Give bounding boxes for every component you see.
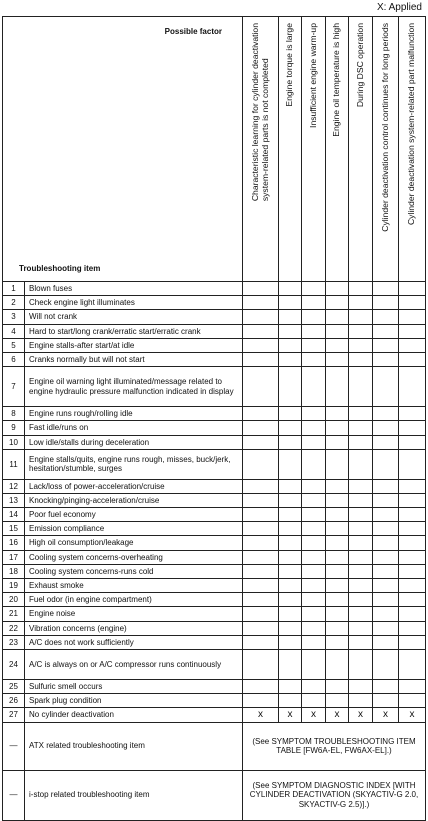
factor-cell xyxy=(326,493,349,507)
factor-cell xyxy=(349,324,373,338)
factor-cell xyxy=(326,679,349,693)
factor-cell xyxy=(399,694,426,708)
factor-cell xyxy=(326,407,349,421)
row-number: 5 xyxy=(3,338,25,352)
factor-cell xyxy=(279,522,302,536)
table-row xyxy=(3,324,426,338)
factor-cell xyxy=(279,621,302,635)
factor-cell xyxy=(279,607,302,621)
table-row xyxy=(3,635,426,649)
factor-cell xyxy=(349,679,373,693)
row-number: 6 xyxy=(3,352,25,366)
table-row xyxy=(3,449,426,479)
factor-cell xyxy=(279,352,302,366)
factor-cell xyxy=(302,435,326,449)
troubleshooting-item: Fuel odor (in engine compartment) xyxy=(25,593,243,607)
factor-cell xyxy=(349,579,373,593)
troubleshooting-item: Engine oil warning light illuminated/message related to engine hydraulic pressure malfunction indicated in display xyxy=(25,367,243,407)
factor-cell xyxy=(243,493,279,507)
troubleshooting-item: Low idle/stalls during deceleration xyxy=(25,435,243,449)
troubleshooting-item: Will not crank xyxy=(25,310,243,324)
factor-cell xyxy=(326,621,349,635)
factor-cell xyxy=(399,449,426,479)
table-row xyxy=(3,708,426,722)
factor-cell xyxy=(349,508,373,522)
factor-cell xyxy=(279,479,302,493)
factor-cell xyxy=(243,550,279,564)
factor-cell xyxy=(302,536,326,550)
factor-cell xyxy=(326,635,349,649)
applied-mark: x xyxy=(349,708,373,722)
header-row xyxy=(3,17,426,282)
factor-cell xyxy=(302,421,326,435)
factor-cell xyxy=(279,421,302,435)
troubleshooting-item: Check engine light illuminates xyxy=(25,296,243,310)
factor-cell xyxy=(279,550,302,564)
factor-cell xyxy=(399,407,426,421)
troubleshooting-item: Engine noise xyxy=(25,607,243,621)
factor-cell xyxy=(302,296,326,310)
troubleshooting-table xyxy=(2,16,426,821)
factor-cell xyxy=(243,607,279,621)
factor-cell xyxy=(373,324,399,338)
factor-cell xyxy=(349,282,373,296)
troubleshooting-item: Sulfuric smell occurs xyxy=(25,679,243,693)
factor-cell xyxy=(349,649,373,679)
factor-cell xyxy=(399,324,426,338)
factor-cell xyxy=(243,564,279,578)
factor-cell xyxy=(326,522,349,536)
factor-cell xyxy=(326,449,349,479)
factor-cell xyxy=(373,536,399,550)
factor-cell xyxy=(279,435,302,449)
factor-cell xyxy=(399,593,426,607)
factor-cell xyxy=(243,367,279,407)
factor-cell xyxy=(243,522,279,536)
factor-cell xyxy=(302,407,326,421)
factor-cell xyxy=(326,649,349,679)
table-row xyxy=(3,352,426,366)
factor-cell xyxy=(349,367,373,407)
troubleshooting-item-label: Troubleshooting item xyxy=(19,263,101,273)
row-number: 26 xyxy=(3,694,25,708)
factor-cell xyxy=(302,635,326,649)
factor-cell xyxy=(243,508,279,522)
row-number: 3 xyxy=(3,310,25,324)
factor-cell xyxy=(373,564,399,578)
troubleshooting-item: Exhaust smoke xyxy=(25,579,243,593)
factor-cell xyxy=(243,296,279,310)
troubleshooting-item: Engine runs rough/rolling idle xyxy=(25,407,243,421)
factor-cell xyxy=(349,479,373,493)
factor-cell xyxy=(373,479,399,493)
factor-cell xyxy=(349,593,373,607)
factor-header xyxy=(243,17,279,282)
reference-note: (See SYMPTOM TROUBLESHOOTING ITEM TABLE [FW6A-EL, FW6AX-EL].) xyxy=(243,722,426,770)
factor-cell xyxy=(243,338,279,352)
factor-cell xyxy=(399,579,426,593)
row-number: 2 xyxy=(3,296,25,310)
factor-cell xyxy=(243,352,279,366)
factor-cell xyxy=(349,564,373,578)
applied-mark: x xyxy=(373,708,399,722)
troubleshooting-item: ATX related troubleshooting item xyxy=(25,722,243,770)
factor-cell xyxy=(326,421,349,435)
troubleshooting-item: Knocking/pinging-acceleration/cruise xyxy=(25,493,243,507)
factor-cell xyxy=(399,352,426,366)
row-number: 18 xyxy=(3,564,25,578)
factor-cell xyxy=(373,694,399,708)
row-number: 13 xyxy=(3,493,25,507)
table-row xyxy=(3,649,426,679)
table-row xyxy=(3,296,426,310)
factor-cell xyxy=(399,649,426,679)
factor-cell xyxy=(373,296,399,310)
factor-cell xyxy=(279,649,302,679)
factor-cell xyxy=(326,564,349,578)
factor-cell xyxy=(326,352,349,366)
factor-cell xyxy=(349,338,373,352)
factor-cell xyxy=(373,635,399,649)
factor-label: Cylinder deactivation system-related part malfunction xyxy=(406,23,417,226)
table-row xyxy=(3,522,426,536)
table-row xyxy=(3,564,426,578)
factor-cell xyxy=(326,550,349,564)
factor-cell xyxy=(373,367,399,407)
table-row xyxy=(3,508,426,522)
factor-cell xyxy=(279,536,302,550)
factor-header xyxy=(302,17,326,282)
table-row xyxy=(3,407,426,421)
factor-cell xyxy=(399,621,426,635)
factor-cell xyxy=(399,310,426,324)
factor-cell xyxy=(326,324,349,338)
factor-cell xyxy=(349,421,373,435)
row-number: 1 xyxy=(3,282,25,296)
factor-cell xyxy=(326,536,349,550)
factor-cell xyxy=(243,421,279,435)
factor-cell xyxy=(373,407,399,421)
applied-mark: x xyxy=(326,708,349,722)
troubleshooting-item: i-stop related troubleshooting item xyxy=(25,770,243,820)
factor-cell xyxy=(373,649,399,679)
factor-cell xyxy=(349,536,373,550)
table-row xyxy=(3,310,426,324)
factor-cell xyxy=(302,324,326,338)
factor-cell xyxy=(349,449,373,479)
factor-cell xyxy=(349,352,373,366)
factor-cell xyxy=(302,352,326,366)
factor-cell xyxy=(302,282,326,296)
factor-cell xyxy=(243,694,279,708)
factor-cell xyxy=(243,282,279,296)
factor-cell xyxy=(279,338,302,352)
factor-cell xyxy=(399,679,426,693)
factor-cell xyxy=(373,435,399,449)
factor-cell xyxy=(399,338,426,352)
troubleshooting-item: Blown fuses xyxy=(25,282,243,296)
row-number: 20 xyxy=(3,593,25,607)
row-number: 19 xyxy=(3,579,25,593)
row-number: 22 xyxy=(3,621,25,635)
factor-cell xyxy=(399,607,426,621)
row-number: 7 xyxy=(3,367,25,407)
factor-cell xyxy=(399,493,426,507)
troubleshooting-item: No cylinder deactivation xyxy=(25,708,243,722)
factor-label: Engine oil temperature is high xyxy=(331,23,342,137)
factor-cell xyxy=(326,310,349,324)
row-number: 8 xyxy=(3,407,25,421)
factor-cell xyxy=(373,310,399,324)
factor-cell xyxy=(399,550,426,564)
factor-cell xyxy=(326,579,349,593)
row-number: 12 xyxy=(3,479,25,493)
factor-cell xyxy=(399,296,426,310)
factor-cell xyxy=(279,282,302,296)
factor-cell xyxy=(349,310,373,324)
table-row xyxy=(3,694,426,708)
troubleshooting-item: Poor fuel economy xyxy=(25,508,243,522)
factor-cell xyxy=(302,607,326,621)
factor-cell xyxy=(326,479,349,493)
row-number: — xyxy=(3,770,25,820)
factor-cell xyxy=(399,367,426,407)
row-number: 17 xyxy=(3,550,25,564)
row-number: 4 xyxy=(3,324,25,338)
factor-cell xyxy=(373,522,399,536)
row-number: 16 xyxy=(3,536,25,550)
factor-cell xyxy=(373,449,399,479)
factor-cell xyxy=(279,564,302,578)
troubleshooting-item: Fast idle/runs on xyxy=(25,421,243,435)
footer-row xyxy=(3,770,426,820)
troubleshooting-item: Cooling system concerns-runs cold xyxy=(25,564,243,578)
factor-label: Cylinder deactivation control continues for long periods xyxy=(379,23,390,232)
applied-mark: x xyxy=(243,708,279,722)
factor-cell xyxy=(243,593,279,607)
row-number: 10 xyxy=(3,435,25,449)
factor-cell xyxy=(373,621,399,635)
troubleshooting-item: A/C is always on or A/C compressor runs continuously xyxy=(25,649,243,679)
factor-cell xyxy=(302,564,326,578)
factor-header xyxy=(349,17,373,282)
applied-mark: x xyxy=(302,708,326,722)
factor-cell xyxy=(326,338,349,352)
factor-cell xyxy=(349,550,373,564)
troubleshooting-item: Engine stalls/quits, engine runs rough, misses, buck/jerk, hesitation/stumble, surges xyxy=(25,449,243,479)
factor-cell xyxy=(243,435,279,449)
factor-cell xyxy=(373,282,399,296)
factor-cell xyxy=(302,508,326,522)
factor-cell xyxy=(399,282,426,296)
factor-cell xyxy=(302,449,326,479)
factor-cell xyxy=(373,593,399,607)
factor-cell xyxy=(279,407,302,421)
factor-cell xyxy=(326,367,349,407)
factor-cell xyxy=(302,522,326,536)
factor-cell xyxy=(279,367,302,407)
factor-cell xyxy=(399,564,426,578)
factor-cell xyxy=(302,310,326,324)
factor-cell xyxy=(349,435,373,449)
factor-label: During DSC operation xyxy=(354,23,365,108)
row-number: 23 xyxy=(3,635,25,649)
troubleshooting-item: Lack/loss of power-acceleration/cruise xyxy=(25,479,243,493)
factor-cell xyxy=(399,508,426,522)
row-number: 11 xyxy=(3,449,25,479)
factor-cell xyxy=(279,579,302,593)
factor-cell xyxy=(302,593,326,607)
factor-cell xyxy=(279,493,302,507)
factor-cell xyxy=(349,621,373,635)
legend-applied: X: Applied xyxy=(376,2,422,13)
factor-cell xyxy=(349,522,373,536)
footer-row xyxy=(3,722,426,770)
factor-cell xyxy=(399,479,426,493)
factor-cell xyxy=(279,679,302,693)
factor-cell xyxy=(373,679,399,693)
table-row xyxy=(3,493,426,507)
factor-cell xyxy=(373,579,399,593)
table-row xyxy=(3,679,426,693)
factor-cell xyxy=(326,282,349,296)
table-row xyxy=(3,550,426,564)
factor-header xyxy=(373,17,399,282)
factor-cell xyxy=(279,593,302,607)
row-number: 9 xyxy=(3,421,25,435)
factor-header xyxy=(326,17,349,282)
troubleshooting-item: Emission compliance xyxy=(25,522,243,536)
factor-cell xyxy=(279,635,302,649)
factor-cell xyxy=(302,649,326,679)
possible-factor-label: Possible factor xyxy=(164,27,222,36)
factor-cell xyxy=(326,296,349,310)
row-number: 14 xyxy=(3,508,25,522)
factor-cell xyxy=(279,508,302,522)
troubleshooting-item: High oil consumption/leakage xyxy=(25,536,243,550)
troubleshooting-item: Engine stalls-after start/at idle xyxy=(25,338,243,352)
factor-cell xyxy=(243,324,279,338)
table-row xyxy=(3,338,426,352)
factor-cell xyxy=(302,367,326,407)
factor-cell xyxy=(349,694,373,708)
row-number: — xyxy=(3,722,25,770)
row-number: 21 xyxy=(3,607,25,621)
factor-cell xyxy=(243,579,279,593)
table-row xyxy=(3,593,426,607)
factor-cell xyxy=(302,479,326,493)
troubleshooting-item: Spark plug condition xyxy=(25,694,243,708)
table-row xyxy=(3,621,426,635)
factor-cell xyxy=(243,310,279,324)
troubleshooting-item: A/C does not work sufficiently xyxy=(25,635,243,649)
table-row xyxy=(3,367,426,407)
factor-cell xyxy=(326,607,349,621)
factor-cell xyxy=(243,635,279,649)
factor-cell xyxy=(399,536,426,550)
factor-cell xyxy=(243,449,279,479)
factor-header xyxy=(399,17,426,282)
factor-cell xyxy=(349,296,373,310)
factor-cell xyxy=(326,694,349,708)
factor-cell xyxy=(279,296,302,310)
table-row xyxy=(3,536,426,550)
factor-cell xyxy=(326,593,349,607)
factor-cell xyxy=(326,508,349,522)
factor-cell xyxy=(373,607,399,621)
factor-cell xyxy=(373,352,399,366)
factor-cell xyxy=(349,635,373,649)
factor-cell xyxy=(373,421,399,435)
reference-note: (See SYMPTOM DIAGNOSTIC INDEX [WITH CYLINDER DEACTIVATION (SKYACTIV-G 2.0, SKYACTIV-G 2.5)].) xyxy=(243,770,426,820)
table-row xyxy=(3,282,426,296)
applied-mark: x xyxy=(399,708,426,722)
table-row xyxy=(3,579,426,593)
factor-cell xyxy=(243,407,279,421)
factor-label: Characteristic learning for cylinder deactivation system-related parts is not completed xyxy=(249,23,270,202)
factor-cell xyxy=(243,621,279,635)
factor-cell xyxy=(279,310,302,324)
factor-cell xyxy=(373,508,399,522)
factor-label: Insufficient engine warm-up xyxy=(307,23,318,128)
factor-cell xyxy=(302,621,326,635)
header-label-cell xyxy=(3,17,243,282)
factor-cell xyxy=(302,493,326,507)
factor-cell xyxy=(399,435,426,449)
factor-cell xyxy=(279,449,302,479)
factor-cell xyxy=(399,635,426,649)
factor-cell xyxy=(243,649,279,679)
factor-header xyxy=(279,17,302,282)
troubleshooting-item: Cranks normally but will not start xyxy=(25,352,243,366)
row-number: 25 xyxy=(3,679,25,693)
factor-cell xyxy=(399,522,426,536)
factor-cell xyxy=(349,407,373,421)
table-row xyxy=(3,479,426,493)
factor-cell xyxy=(302,694,326,708)
factor-cell xyxy=(243,479,279,493)
row-number: 27 xyxy=(3,708,25,722)
factor-cell xyxy=(243,679,279,693)
factor-cell xyxy=(373,493,399,507)
factor-cell xyxy=(399,421,426,435)
table-row xyxy=(3,435,426,449)
factor-cell xyxy=(302,679,326,693)
factor-cell xyxy=(373,550,399,564)
table-row xyxy=(3,421,426,435)
factor-cell xyxy=(302,338,326,352)
row-number: 24 xyxy=(3,649,25,679)
factor-cell xyxy=(243,536,279,550)
troubleshooting-item: Cooling system concerns-overheating xyxy=(25,550,243,564)
troubleshooting-item: Hard to start/long crank/erratic start/erratic crank xyxy=(25,324,243,338)
factor-cell xyxy=(349,607,373,621)
row-number: 15 xyxy=(3,522,25,536)
factor-cell xyxy=(279,694,302,708)
table-row xyxy=(3,607,426,621)
troubleshooting-item: Vibration concerns (engine) xyxy=(25,621,243,635)
factor-cell xyxy=(302,579,326,593)
factor-cell xyxy=(279,324,302,338)
factor-label: Engine torque is large xyxy=(284,23,295,107)
applied-mark: x xyxy=(279,708,302,722)
factor-cell xyxy=(373,338,399,352)
factor-cell xyxy=(302,550,326,564)
factor-cell xyxy=(326,435,349,449)
factor-cell xyxy=(349,493,373,507)
